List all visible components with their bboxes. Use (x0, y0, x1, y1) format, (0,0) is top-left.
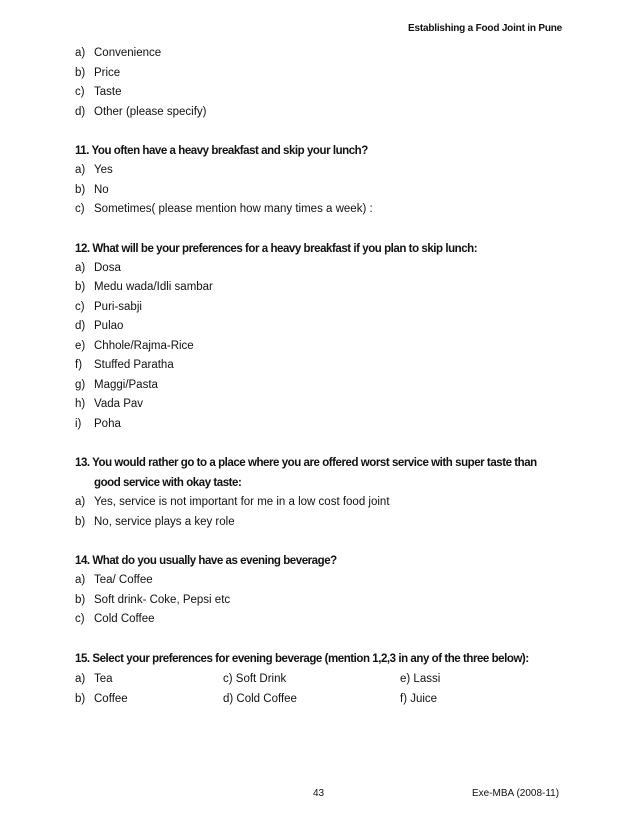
option-text: Maggi/Pasta (94, 378, 158, 391)
option-item (75, 493, 575, 513)
q10-options (75, 44, 575, 122)
running-header: Establishing a Food Joint in Pune (408, 23, 562, 34)
question-title: 13. You would rather go to a place where you are offered worst service with super taste than (75, 457, 537, 469)
option-text: Puri-sabji (94, 300, 142, 313)
option-item (75, 395, 575, 415)
option-label: a) (75, 261, 86, 274)
option-item (75, 376, 575, 396)
option-text: No (94, 183, 109, 196)
option-label: d) (75, 320, 86, 332)
option-label: b) (75, 515, 86, 528)
option-text: Stuffed Paratha (94, 359, 174, 371)
option-text: Sometimes( please mention how many times a week) : (94, 203, 373, 215)
option-text: Tea (94, 672, 113, 685)
option-item: c) Soft Drink (223, 672, 287, 685)
option-label: a) (75, 47, 86, 59)
option-label: f) (75, 359, 83, 371)
option-item (75, 356, 575, 376)
option-item (75, 44, 575, 64)
option-item (75, 513, 575, 533)
option-item (75, 415, 575, 435)
option-item: e) Lassi (400, 672, 441, 685)
question-12 (75, 239, 575, 435)
option-label: c) (75, 203, 85, 215)
option-text: Chhole/Rajma-Rice (94, 339, 194, 352)
option-label: h) (75, 398, 86, 410)
option-label: b) (75, 66, 86, 79)
option-item (75, 689, 223, 709)
option-item (75, 610, 575, 630)
option-label: b) (75, 692, 86, 705)
option-item (75, 103, 575, 123)
option-label: b) (75, 593, 86, 606)
option-text: Tea/ Coffee (94, 574, 153, 586)
option-text: Pulao (94, 320, 124, 332)
option-item (75, 83, 575, 103)
option-item (75, 591, 575, 611)
option-item (75, 298, 575, 318)
option-label: d) (75, 105, 86, 118)
option-label: c) (75, 613, 85, 625)
question-title-continued: good service with okay taste: (94, 477, 242, 489)
option-label: g) (75, 378, 86, 391)
option-label: a) (75, 672, 86, 685)
question-14 (75, 551, 575, 630)
option-item (75, 200, 575, 220)
option-text: Taste (94, 86, 122, 98)
option-text: Yes, service is not important for me in a low cost food joint (94, 496, 390, 508)
option-text: Price (94, 66, 121, 79)
option-label: a) (75, 574, 86, 586)
option-label: c) (75, 300, 85, 313)
option-item (75, 259, 575, 279)
option-item (75, 181, 575, 201)
option-label: a) (75, 496, 86, 508)
option-text: Soft drink- Coke, Pepsi etc (94, 593, 231, 606)
question-11 (75, 141, 575, 220)
question-title: 15. Select your preferences for evening beverage (mention 1,2,3 in any of the three below): (75, 652, 529, 665)
option-text: Poha (94, 417, 121, 430)
option-row (75, 689, 575, 709)
option-label: c) (75, 86, 85, 98)
option-text: Dosa (94, 261, 121, 274)
footer-course: Exe-MBA (2008-11) (472, 788, 560, 799)
option-item (75, 64, 575, 84)
option-label: b) (75, 281, 86, 293)
option-item (75, 571, 575, 591)
option-item: f) Juice (400, 692, 438, 705)
question-title: 11. You often have a heavy breakfast and skip your lunch? (75, 145, 368, 157)
option-text: Medu wada/Idli sambar (94, 281, 213, 293)
option-row (75, 669, 575, 689)
option-text: Other (please specify) (94, 105, 207, 118)
questionnaire-content (75, 44, 575, 709)
option-item (75, 278, 575, 298)
option-text: Convenience (94, 47, 162, 59)
question-title: 12. What will be your preferences for a heavy breakfast if you plan to skip lunch: (75, 242, 478, 255)
option-item (75, 317, 575, 337)
option-label: i) (75, 417, 82, 430)
option-item (75, 337, 575, 357)
option-text: Cold Coffee (94, 613, 155, 625)
option-text: Coffee (94, 692, 128, 705)
question-13 (75, 453, 575, 532)
option-text: Yes (94, 164, 113, 176)
option-label: a) (75, 164, 86, 176)
page-number: 43 (313, 788, 325, 799)
option-label: e) (75, 339, 86, 352)
option-label: b) (75, 183, 86, 196)
option-text: No, service plays a key role (94, 515, 235, 528)
option-item (75, 669, 223, 689)
option-text: Vada Pav (94, 398, 144, 410)
option-item: d) Cold Coffee (223, 692, 297, 705)
question-15 (75, 649, 575, 709)
option-item (75, 161, 575, 181)
question-title: 14. What do you usually have as evening beverage? (75, 555, 337, 567)
